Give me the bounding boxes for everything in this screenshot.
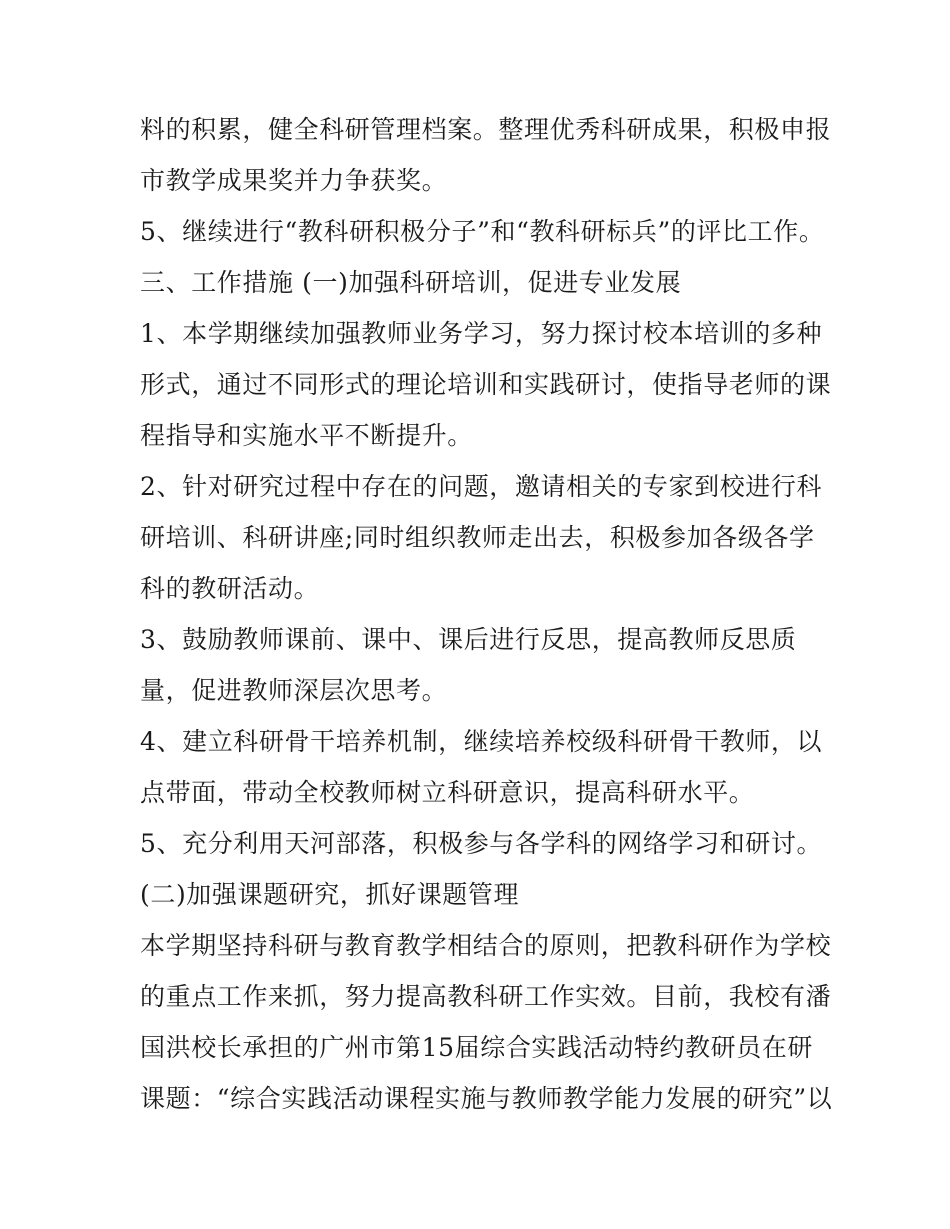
text-line: 形式，通过不同形式的理论培训和实践研讨，使指导老师的课	[140, 370, 832, 399]
text-line: 研培训、科研讲座;同时组织教师走出去，积极参加各级各学	[140, 523, 815, 552]
text-line: 5、继续进行“教科研积极分子”和“教科研标兵”的评比工作。	[140, 217, 825, 246]
text-line: 4、建立科研骨干培养机制，继续培养校级科研骨干教师，以	[140, 727, 823, 756]
text-line: 料的积累，健全科研管理档案。整理优秀科研成果，积极申报	[140, 115, 832, 144]
text-line: 课题：“综合实践活动课程实施与教师教学能力发展的研究”以	[140, 1084, 833, 1113]
text-line: 点带面，带动全校教师树立科研意识，提高科研水平。	[140, 778, 755, 807]
text-line: 5、充分利用天河部落，积极参与各学科的网络学习和研讨。	[140, 829, 823, 858]
text-line: 的重点工作来抓，努力提高教科研工作实效。目前，我校有潘	[140, 982, 832, 1011]
text-line: 量，促进教师深层次思考。	[140, 676, 448, 705]
section-heading: 三、工作措施 (一)加强科研培训，促进专业发展	[140, 268, 682, 297]
text-line: 程指导和实施水平不断提升。	[140, 421, 473, 450]
text-line: 国洪校长承担的广州市第15届综合实践活动特约教研员在研	[140, 1033, 814, 1062]
text-line: 1、本学期继续加强教师业务学习，努力探讨校本培训的多种	[140, 319, 823, 348]
text-line: 3、鼓励教师课前、课中、课后进行反思，提高教师反思质	[140, 625, 797, 654]
text-line: 科的教研活动。	[140, 574, 320, 603]
text-line: 市教学成果奖并力争获奖。	[140, 166, 448, 195]
subsection-heading: (二)加强课题研究，抓好课题管理	[140, 880, 520, 909]
document-body	[140, 104, 833, 1124]
text-line: 本学期坚持科研与教育教学相结合的原则，把教科研作为学校	[140, 931, 832, 960]
text-line: 2、针对研究过程中存在的问题，邀请相关的专家到校进行科	[140, 472, 823, 501]
